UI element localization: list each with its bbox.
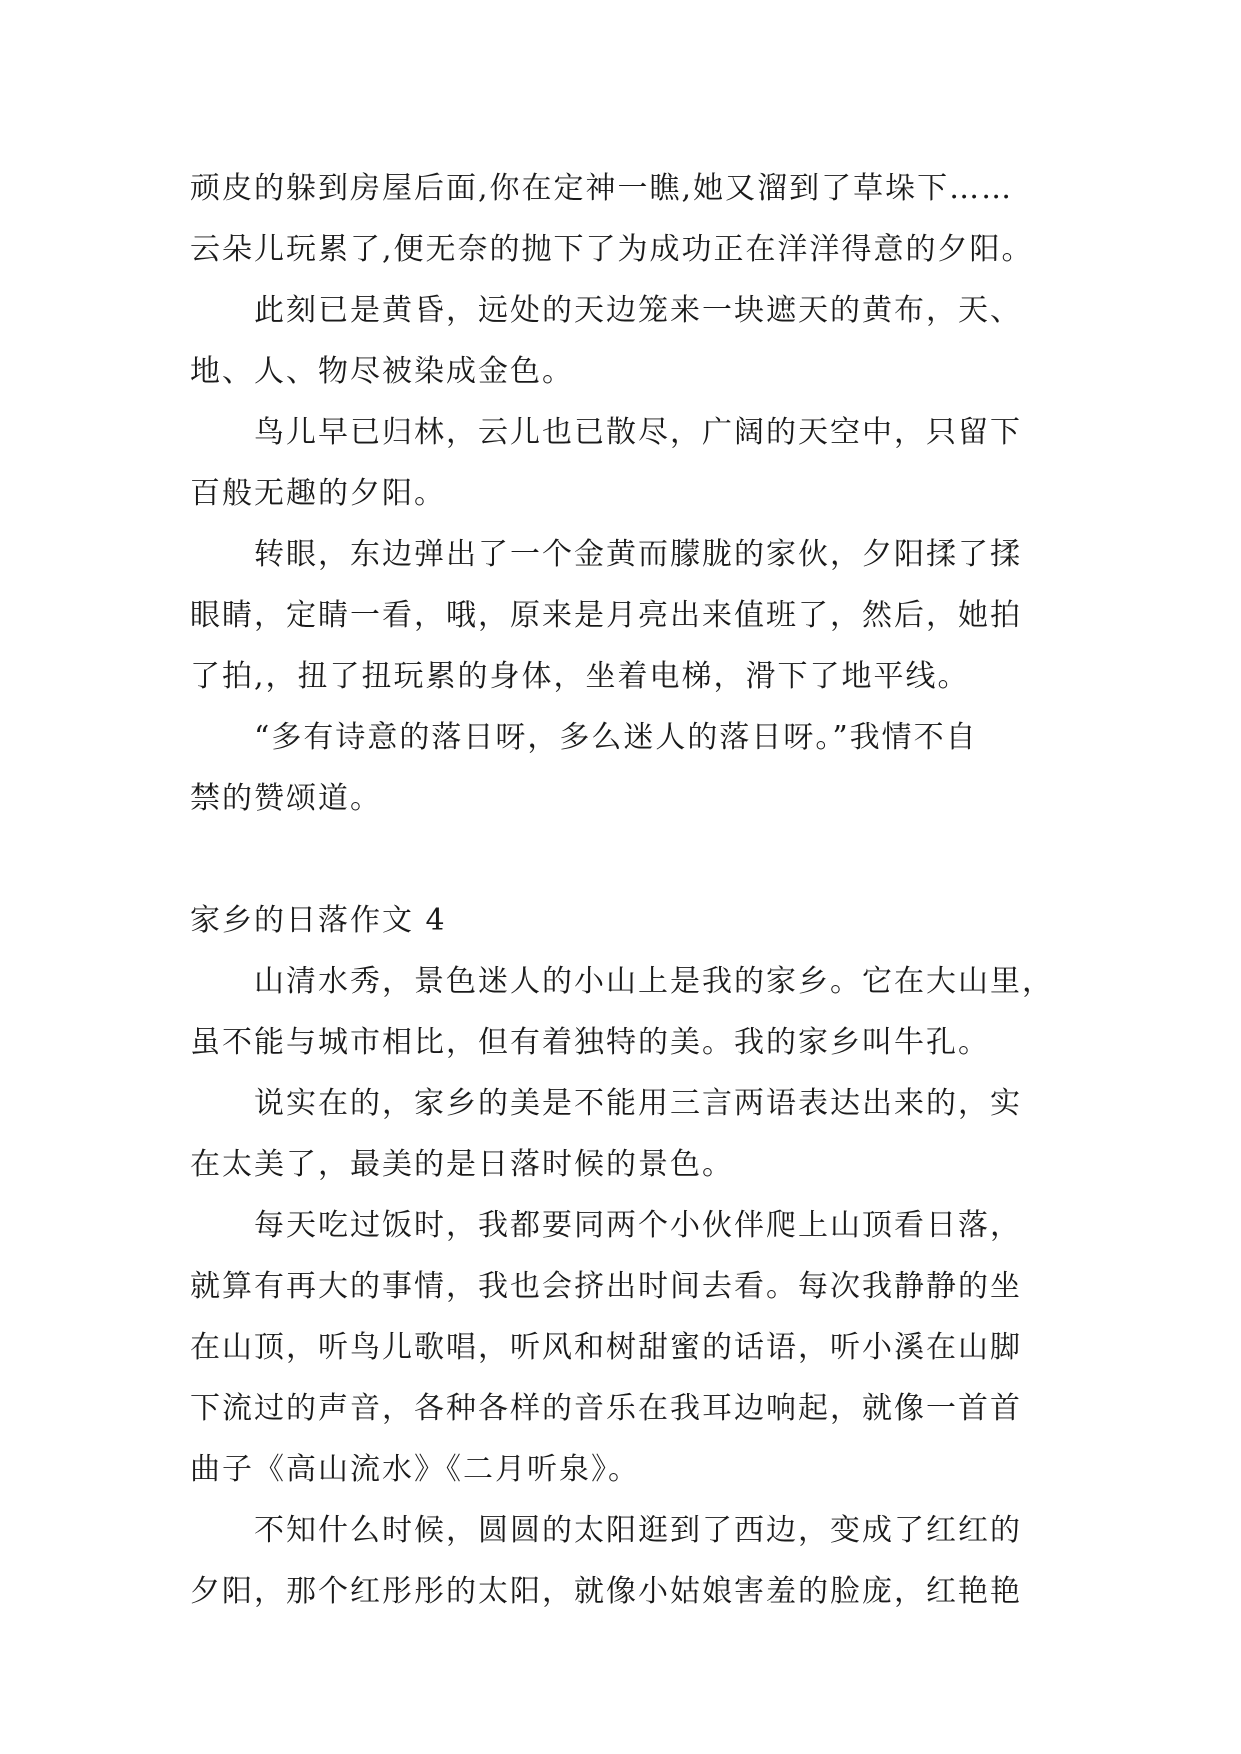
text-line: 曲子《高山流水》《二月听泉》。 bbox=[190, 1452, 640, 1487]
section-title: 家乡的日落作文 4 bbox=[190, 903, 447, 938]
document-body bbox=[190, 158, 1070, 1622]
text-line: 地、人、物尽被染成金色。 bbox=[190, 354, 574, 389]
text-line: 每天吃过饭时，我都要同两个小伙伴爬上山顶看日落， bbox=[254, 1208, 1022, 1243]
paragraph-gap bbox=[190, 829, 1070, 890]
text-line: 眼睛，定睛一看，哦，原来是月亮出来值班了，然后，她拍 bbox=[190, 598, 1022, 633]
text-line: 下流过的声音，各种各样的音乐在我耳边响起，就像一首首 bbox=[190, 1391, 1022, 1426]
text-line: 就算有再大的事情，我也会挤出时间去看。每次我静静的坐 bbox=[190, 1269, 1022, 1304]
text-line: “多有诗意的落日呀，多么迷人的落日呀。”我情不自 bbox=[254, 720, 978, 755]
text-line: 云朵儿玩累了,便无奈的抛下了为成功正在洋洋得意的夕阳。 bbox=[190, 232, 1034, 267]
text-line: 鸟儿早已归林，云儿也已散尽，广阔的天空中，只留下 bbox=[254, 415, 1022, 450]
text-line: 此刻已是黄昏，远处的天边笼来一块遮天的黄布，天、 bbox=[254, 293, 1022, 328]
text-line: 转眼，东边弹出了一个金黄而朦胧的家伙，夕阳揉了揉 bbox=[254, 537, 1022, 572]
text-line: 不知什么时候，圆圆的太阳逛到了西边，变成了红红的 bbox=[254, 1513, 1022, 1548]
text-line: 顽皮的躲到房屋后面,你在定神一瞧,她又溜到了草垛下…… bbox=[190, 171, 1014, 206]
text-line: 了拍,，扭了扭玩累的身体，坐着电梯，滑下了地平线。 bbox=[190, 659, 970, 694]
text-line: 夕阳，那个红彤彤的太阳，就像小姑娘害羞的脸庞，红艳艳 bbox=[190, 1574, 1022, 1609]
text-line: 百般无趣的夕阳。 bbox=[190, 476, 446, 511]
text-line: 虽不能与城市相比，但有着独特的美。我的家乡叫牛孔。 bbox=[190, 1025, 990, 1060]
text-line: 说实在的，家乡的美是不能用三言两语表达出来的，实 bbox=[254, 1086, 1022, 1121]
text-line: 在山顶，听鸟儿歌唱，听风和树甜蜜的话语，听小溪在山脚 bbox=[190, 1330, 1022, 1365]
text-line: 在太美了，最美的是日落时候的景色。 bbox=[190, 1147, 734, 1182]
text-line: 禁的赞颂道。 bbox=[190, 781, 382, 816]
text-line: 山清水秀，景色迷人的小山上是我的家乡。它在大山里， bbox=[254, 964, 1054, 999]
